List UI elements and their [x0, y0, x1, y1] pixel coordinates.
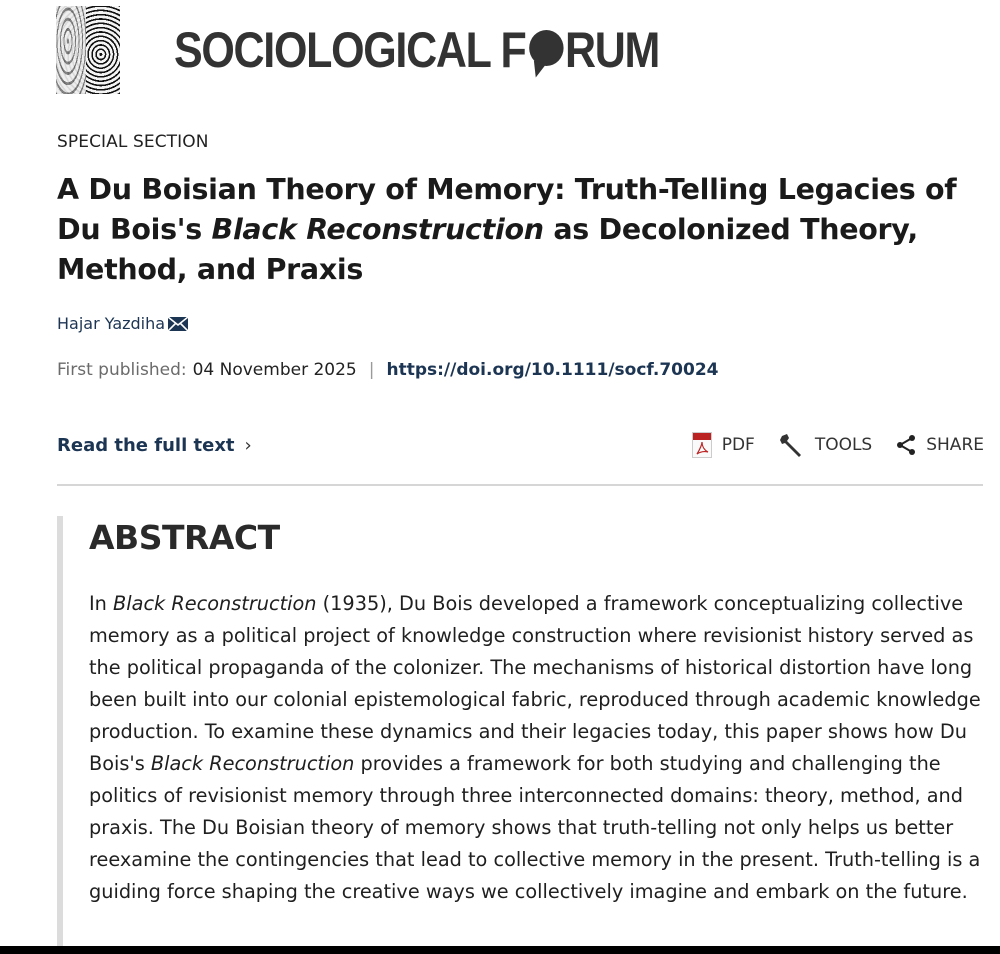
abstract-section [57, 516, 1000, 946]
journal-name [174, 21, 659, 79]
doi-link[interactable]: https://doi.org/10.1111/socf.70024 [386, 360, 719, 380]
speech-bubble-icon [529, 30, 563, 66]
tools-button[interactable] [779, 432, 872, 458]
title-italic: Black Reconstruction [211, 213, 544, 246]
mail-icon[interactable] [168, 317, 188, 331]
journal-name-part1: SOCIOLOGICAL F [174, 22, 526, 78]
published-label: First published: [57, 360, 187, 380]
abstract-italic-1: Black Reconstruction [113, 592, 317, 615]
pdf-button[interactable] [692, 432, 755, 458]
abstract-text-2: (1935), Du Bois developed a framework conceptualizing collective memory as a political project of knowledge construction where revisionist history served as the political propaganda of the colonizer. The mechanisms of historical distortion have long been built into our colonial epistemological fabric, reproduced through academic knowledge production. To examine these dynamics and their legacies today, this paper shows how Du Bois's [89, 592, 981, 775]
fingerprint-logo-icon [56, 6, 120, 94]
share-button[interactable] [896, 434, 984, 456]
read-full-text-label[interactable]: Read the full text [57, 435, 235, 456]
published-date: 04 November 2025 [192, 360, 357, 380]
divider [57, 484, 983, 486]
abstract-text [89, 588, 994, 908]
separator: | [368, 360, 375, 380]
article-title [57, 170, 997, 290]
journal-logo[interactable] [56, 4, 738, 96]
wrench-icon [779, 432, 805, 458]
author[interactable] [57, 314, 188, 333]
abstract-heading: ABSTRACT [89, 518, 280, 557]
abstract-text-1: In [89, 592, 114, 615]
abstract-italic-2: Black Reconstruction [150, 752, 355, 775]
pdf-icon [692, 432, 712, 458]
pdf-label[interactable]: PDF [721, 435, 755, 455]
title-text-2: as Decolonized Theory, Method, and Praxis [57, 213, 918, 286]
journal-name-part2: RUM [564, 22, 660, 78]
chevron-right-icon: › [244, 435, 252, 456]
tools-label[interactable]: TOOLS [814, 435, 873, 455]
article-toolbar [668, 432, 984, 458]
title-text-1: A Du Boisian Theory of Memory: Truth-Telling Legacies of Du Bois's [57, 173, 957, 246]
bottom-edge-bar [0, 946, 1000, 954]
abstract-text-3: provides a framework for both studying and challenging the politics of revisionist memory through three interconnected domains: theory, method, and praxis. The Du Boisian theory of memory shows that truth-telling not only helps us better reexamine the contingencies that lead to collective memory in the present. Truth-telling is a guiding force shaping the creative ways we collectively imagine and embark on the future. [89, 752, 981, 903]
read-full-text-link[interactable] [57, 435, 252, 456]
share-icon [896, 434, 916, 456]
author-name[interactable]: Hajar Yazdiha [57, 314, 166, 333]
share-label[interactable]: SHARE [926, 435, 984, 455]
publication-info [57, 360, 718, 380]
section-label: SPECIAL SECTION [57, 132, 209, 152]
